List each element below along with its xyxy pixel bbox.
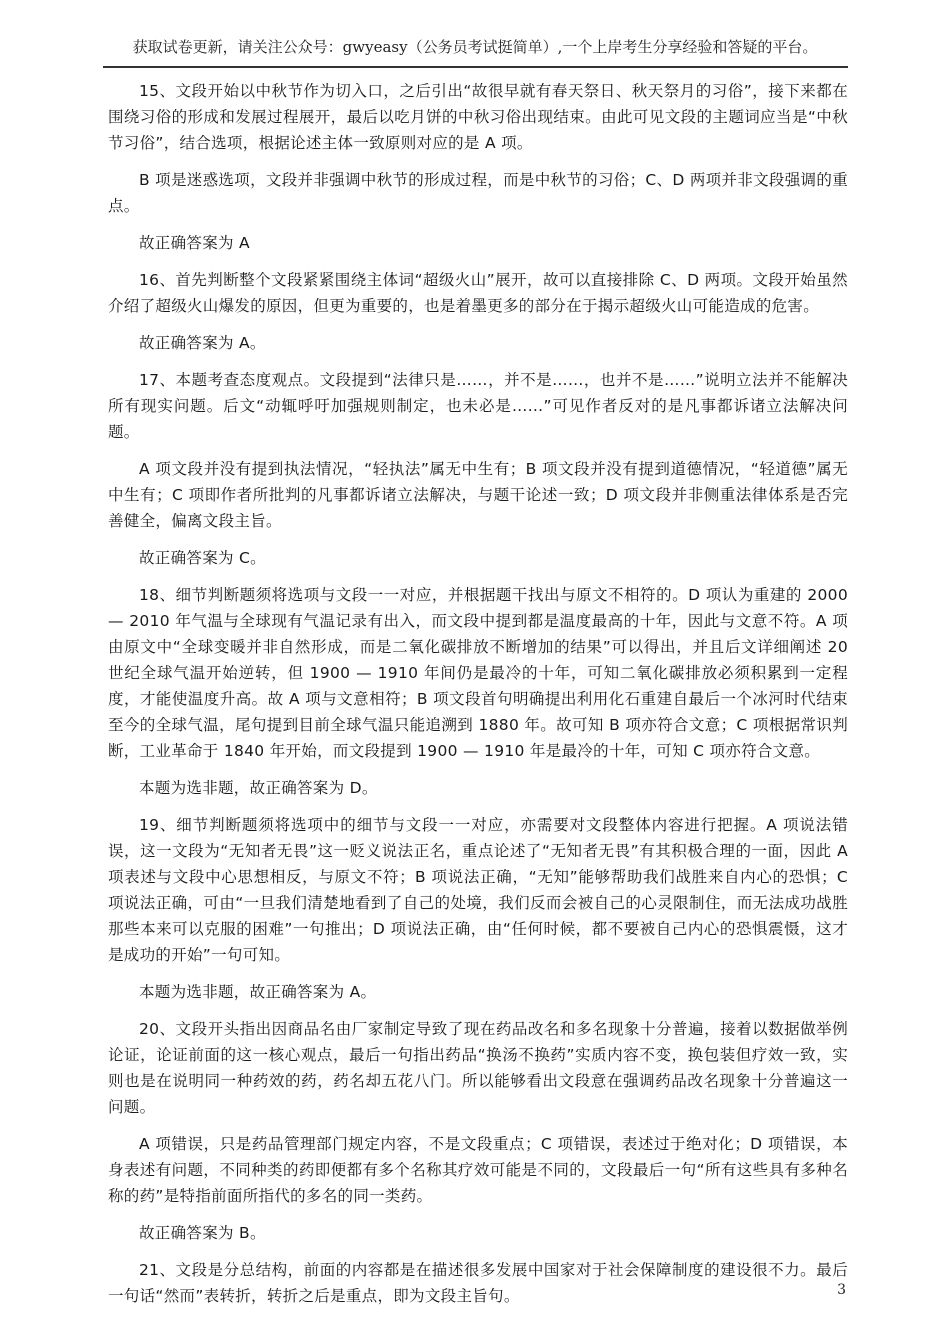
paragraph: B 项是迷惑选项，文段并非强调中秋节的形成过程，而是中秋节的习俗；C、D 两项并非文段强调的重点。 [108, 171, 848, 215]
paragraph: A 项错误，只是药品管理部门规定内容，不是文段重点；C 项错误，表述过于绝对化；D 项错误，本身表述有问题，不同种类的药即便都有多个名称其疗效可能是不同的，文段最后一句“所有这些具有多种名称的药”是特指前面所指代的多名的同一类药。 [108, 1135, 848, 1205]
paragraph: 20、文段开头指出因商品名由厂家制定导致了现在药品改名和多名现象十分普遍，接着以数据做举例论证，论证前面的这一核心观点，最后一句指出药品“换汤不换药”实质内容不变，换包装但疗效一致，实则也是在说明同一种药效的药，药名却五花八门。所以能够看出文段意在强调药品改名现象十分普遍这一问题。 [108, 1020, 848, 1116]
paragraph: 故正确答案为 C。 [139, 549, 266, 567]
page-number: 3 [837, 1282, 846, 1298]
paragraph: 17、本题考查态度观点。文段提到“法律只是……，并不是……，也并不是……”说明立法并不能解决所有现实问题。后文“动辄呼吁加强规则制定，也未必是……”可见作者反对的是凡事都诉诸立法解决问题。 [108, 371, 848, 441]
paragraph: 故正确答案为 B。 [139, 1224, 266, 1242]
paragraph: 本题为选非题，故正确答案为 A。 [139, 983, 377, 1001]
paragraph: 18、细节判断题须将选项与文段一一对应，并根据题干找出与原文不相符的。D 项认为重建的 2000 — 2010 年气温与全球现有气温记录有出入，而文段中提到都是温度最高的十年，因此与文意不符。A 项由原文中“全球变暖并非自然形成，而是二氧化碳排放不断增加的结果”可以得出，并且后文详细阐述 20 世纪全球气温开始逆转，但 1900 — 1910 年间仍是最冷的十年，可知二氧化碳排放必须积累到一定程度，才能使温度升高。故 A 项与文意相符；B 项文段首句明确提出利用化石重建自最后一个冰河时代结束至今的全球气温，尾句提到目前全球气温只能追溯到 1880 年。故可知 B 项亦符合文意；C 项根据常识判断，工业革命于 1840 年开始，而文段提到 1900 — 1910 年是最冷的十年，可知 C 项亦符合文意。 [108, 586, 848, 760]
paragraph: 16、首先判断整个文段紧紧围绕主体词“超级火山”展开，故可以直接排除 C、D 两项。文段开始虽然介绍了超级火山爆发的原因，但更为重要的，也是着墨更多的部分在于揭示超级火山可能造成的危害。 [108, 271, 848, 315]
paragraph: 15、文段开始以中秋节作为切入口，之后引出“故很早就有春天祭日、秋天祭月的习俗”，接下来都在围绕习俗的形成和发展过程展开，最后以吃月饼的中秋习俗出现结束。由此可见文段的主题词应当是“中秋节习俗”，结合选项，根据论述主体一致原则对应的是 A 项。 [108, 82, 848, 152]
paragraph: 本题为选非题，故正确答案为 D。 [139, 779, 378, 797]
header-rule [103, 66, 848, 68]
document-body [108, 78, 848, 1320]
paragraph: 故正确答案为 A。 [139, 334, 266, 352]
paragraph: 故正确答案为 A [139, 234, 250, 252]
page-header: 获取试卷更新，请关注公众号：gwyeasy（公务员考试挺简单）,一个上岸考生分享经验和答疑的平台。 [132, 38, 818, 56]
paragraph: A 项文段并没有提到执法情况，“轻执法”属无中生有；B 项文段并没有提到道德情况，“轻道德”属无中生有；C 项即作者所批判的凡事都诉诸立法解决，与题干论述一致；D 项文段并非侧重法律体系是否完善健全，偏离文段主旨。 [108, 460, 848, 530]
paragraph: 21、文段是分总结构，前面的内容都是在描述很多发展中国家对于社会保障制度的建设很不力。最后一句话“然而”表转折，转折之后是重点，即为文段主旨句。 [108, 1261, 848, 1305]
paragraph: 19、细节判断题须将选项中的细节与文段一一对应，亦需要对文段整体内容进行把握。A 项说法错误，这一文段为“无知者无畏”这一贬义说法正名，重点论述了“无知者无畏”有其积极合理的一面，因此 A 项表述与文段中心思想相反，与原文不符；B 项说法正确，“无知”能够帮助我们战胜来自内心的恐惧；C 项说法正确，可由“一旦我们清楚地看到了自己的处境，我们反而会被自己的心灵限制住，而无法成功战胜那些本来可以克服的困难”一句推出；D 项说法正确，由“任何时候，都不要被自己内心的恐惧震慑，这才是成功的开始”一句可知。 [108, 816, 848, 964]
